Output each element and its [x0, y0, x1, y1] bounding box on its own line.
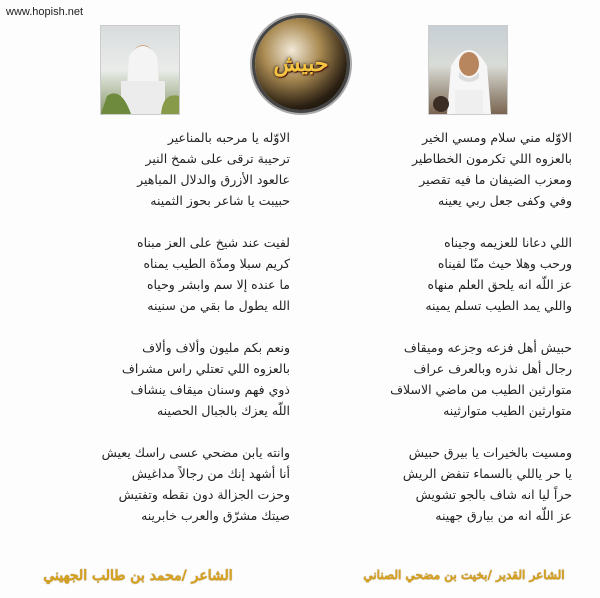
poem-line: الاوّله مني سلام ومسي الخير	[422, 130, 572, 145]
poem-line: حبيبت يا شاعر بحوز الثمينه	[150, 193, 290, 208]
poem-line: متوارثين الطيب من ماضي الاسلاف	[390, 382, 572, 397]
stanza-gap	[340, 211, 572, 232]
left-poet-signature: الشاعر /محمد بن طالب الجهيني	[43, 568, 233, 584]
left-poem	[40, 127, 290, 526]
poem-line: واللي يمد الطيب تسلم يمينه	[425, 298, 572, 313]
stanza-gap	[40, 211, 290, 232]
poem-line: الاوّله يا مرحبه بالمناعير	[167, 130, 290, 145]
poem-line: وحزت الجزالة دون نقطه وتفتيش	[118, 487, 290, 502]
right-poem	[340, 127, 572, 526]
poem-line: رجال أهل نذره وبالعرف عراف	[413, 361, 572, 376]
poem-line: أنا أشهد إنك من رجالاً مداغيش	[131, 466, 290, 481]
poem-line: متوارثين الطيب متوارثينه	[443, 403, 572, 418]
poem-line: عز اللّه انه من بيارق جهينه	[435, 508, 572, 523]
stanza-gap	[340, 316, 572, 337]
poem-line: ورحب وهلا حيث منّا لفيناه	[437, 256, 572, 271]
poem-line: بالعزوه اللي تعتلي راس مشراف	[121, 361, 290, 376]
right-poet-signature: الشاعر القدير /بخيت بن مضحي الصناني	[363, 568, 565, 582]
poem-line: بالعزوه اللي تكرمون الخطاطير	[411, 151, 572, 166]
poem-line: ترحيبة ترقى على شمخ النير	[145, 151, 290, 166]
brand-logo	[255, 18, 347, 110]
poem-line: كريم سبلا ومدّة الطيب يمناه	[143, 256, 290, 271]
poem-line: وفي وكفى جعل ربي يعينه	[438, 193, 572, 208]
poem-line: صيتك مشرّق والعرب خابرينه	[141, 508, 290, 523]
poem-line: ما عنده إلا سم وابشر وحياه	[146, 277, 290, 292]
poem-line: حبيش أهل فزعه وجزعه وميقاف	[403, 340, 572, 355]
poem-line: لفيت عند شيخ على العز مبناه	[137, 235, 290, 250]
watermark-text: www.hopish.net	[6, 6, 84, 18]
poem-line: اللي دعانا للعزيمه وجيناه	[444, 235, 572, 250]
poem-line: عز اللّه انه يلحق العلم منهاه	[427, 277, 572, 292]
poem-line: ومعزب الضيفان ما فيه تقصير	[419, 172, 572, 187]
left-poet-photo	[100, 25, 180, 115]
logo-text: حبيش	[273, 51, 329, 77]
poem-line: يا حر ياللي بالسماء تنفض الريش	[402, 466, 572, 481]
stanza-gap	[40, 316, 290, 337]
poem-line: ونعم بكم مليون وألاف وألاف	[142, 340, 290, 355]
poem-line: اللّه يعزك بالجبال الحصينه	[156, 403, 290, 418]
poem-line: وانته يابن مضحي عسى راسك يعيش	[101, 445, 290, 460]
poem-line: ومسيت بالخيرات يا بيرق حبيش	[408, 445, 572, 460]
poem-line: الله يطول ما بقي من سنينه	[147, 298, 290, 313]
stanza-gap	[340, 421, 572, 442]
stanza-gap	[40, 421, 290, 442]
right-poet-photo	[428, 25, 508, 115]
poem-line: عالعود الأزرق والدلال المباهير	[137, 172, 290, 187]
poem-line: حراً ليا انه شاف بالجو تشويش	[415, 487, 572, 502]
poem-line: ذوي فهم وسنان ميقاف ينشاف	[130, 382, 290, 397]
